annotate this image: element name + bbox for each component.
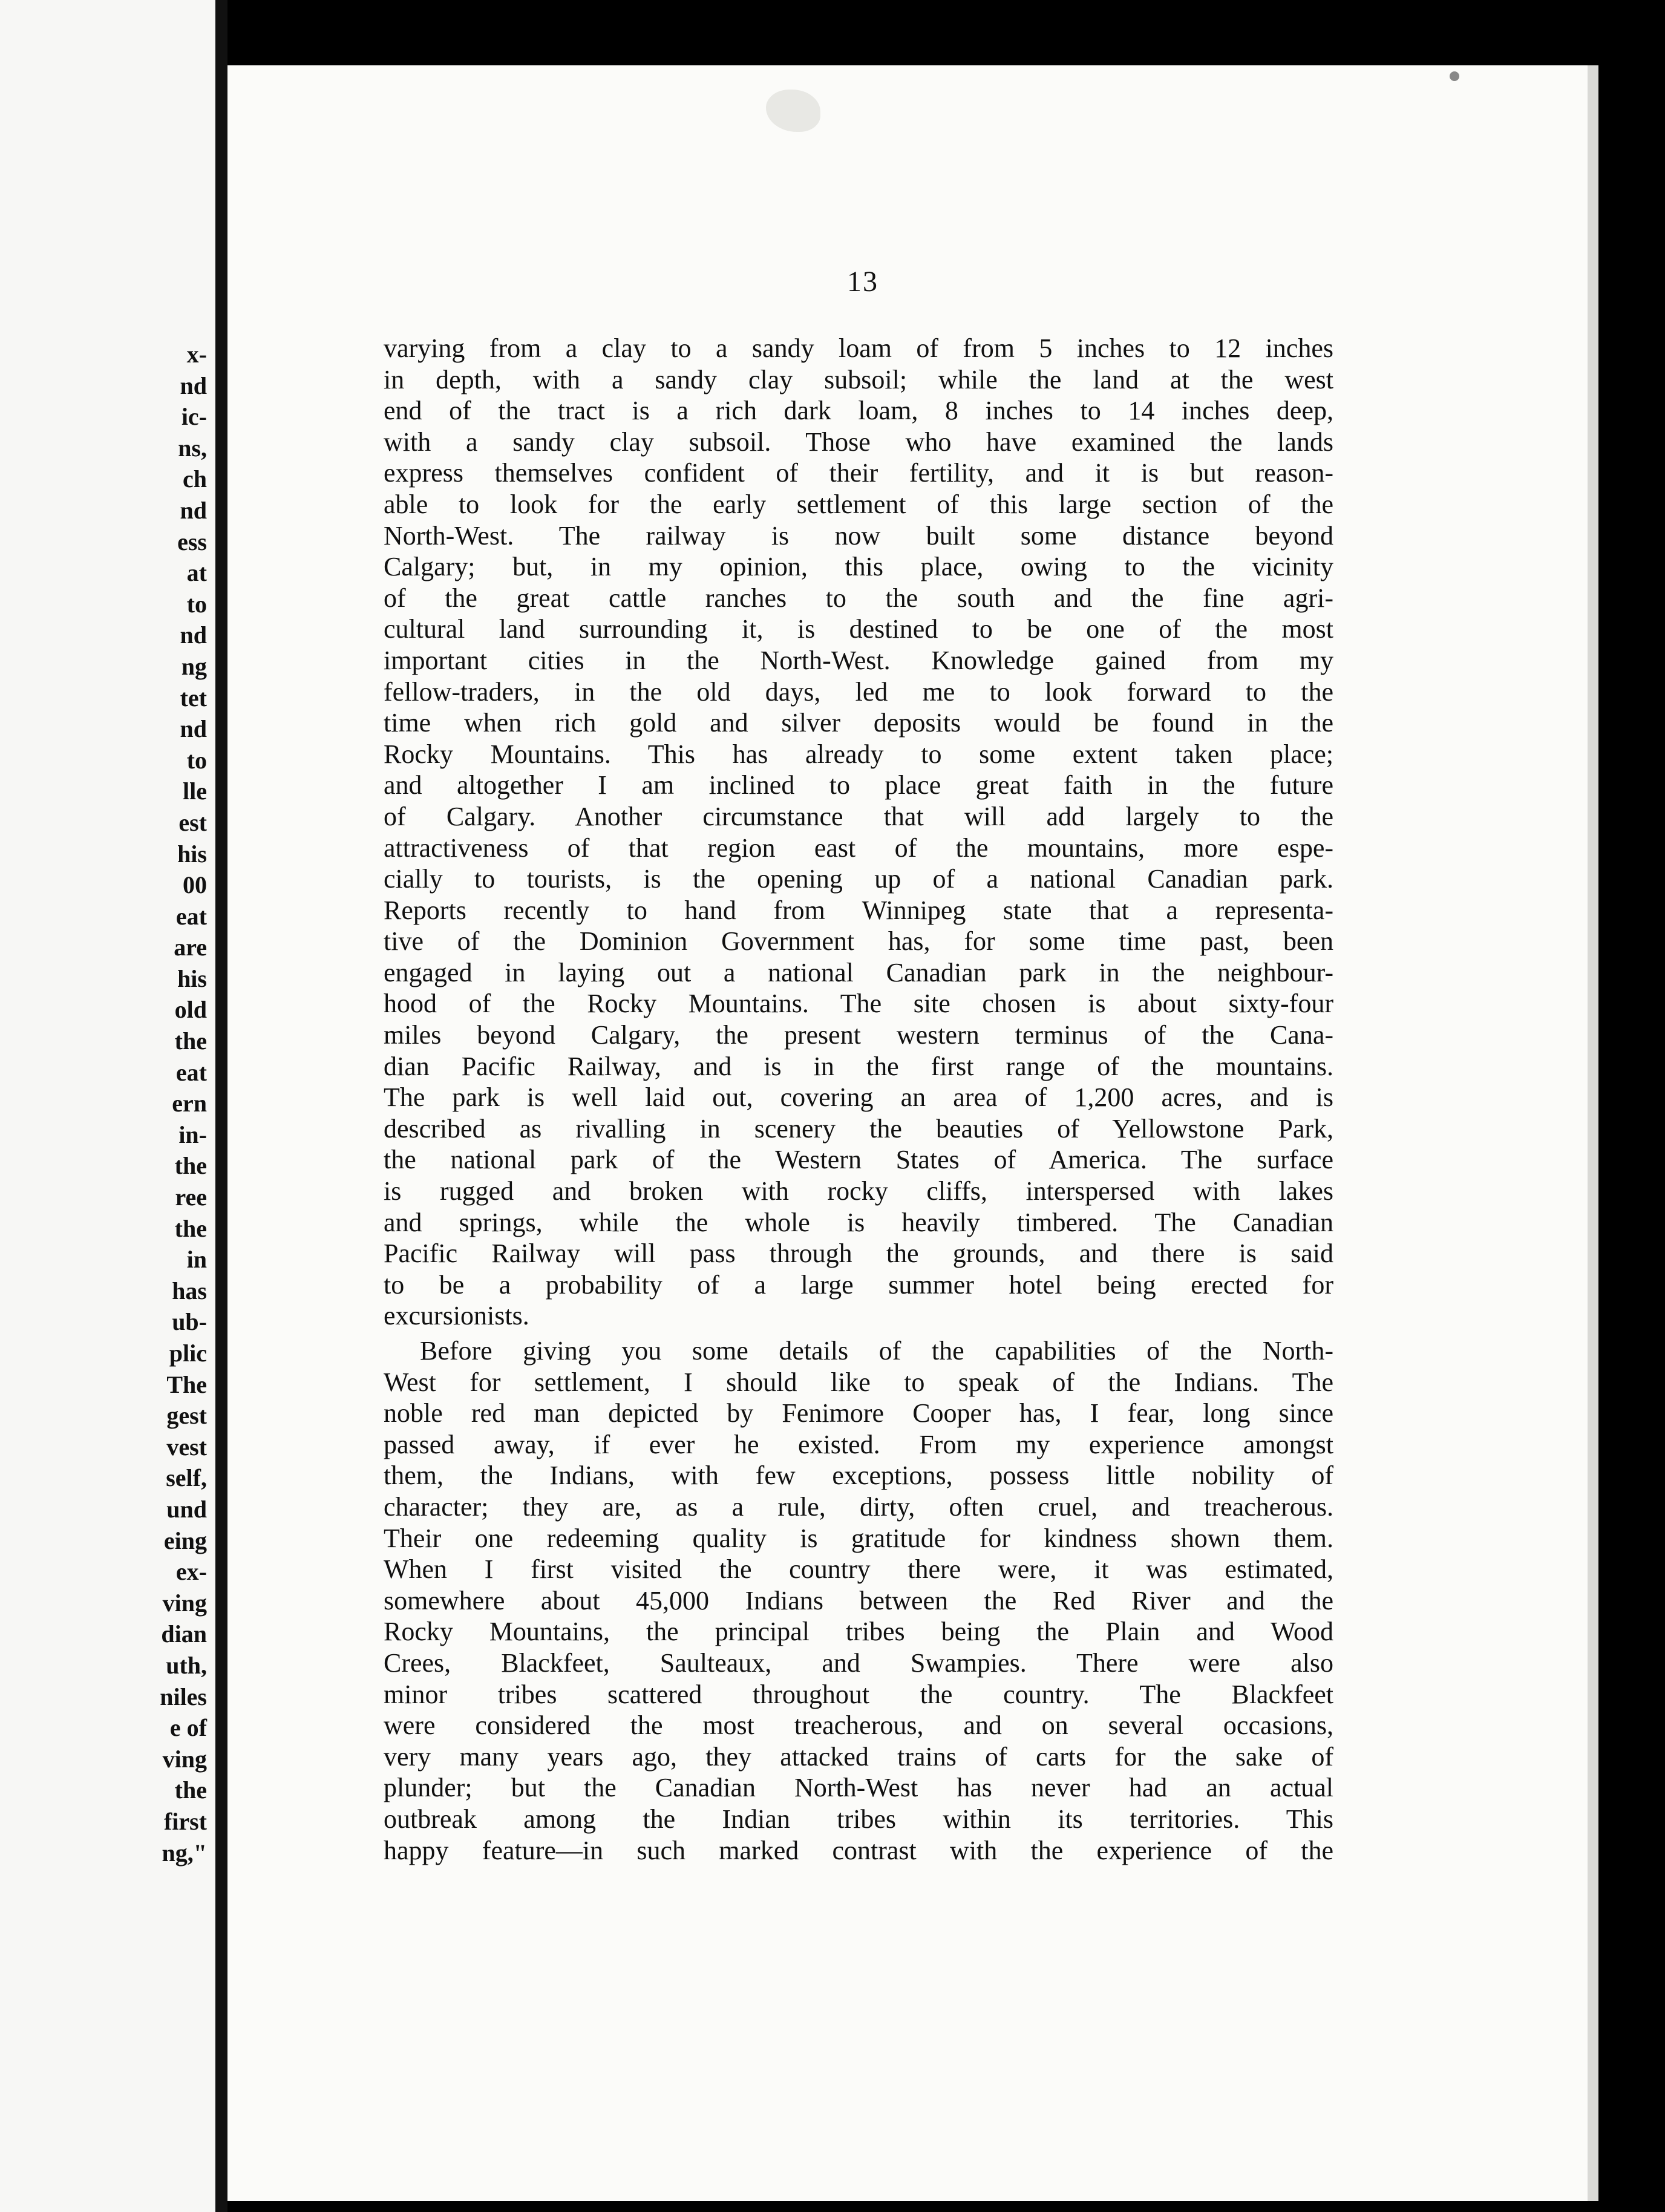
text-line: dian Pacific Railway, and is in the first range of the mountains. <box>384 1051 1333 1081</box>
fragment-line: eing <box>163 1526 207 1554</box>
page-gutter <box>215 0 227 2212</box>
text-line: of the great cattle ranches to the south and the fine agri- <box>384 583 1333 613</box>
text-line: happy feature—in such marked contrast with the experience of the <box>384 1835 1333 1865</box>
fragment-line: nd <box>180 715 207 743</box>
text-line: North-West. The railway is now built some distance beyond <box>384 520 1333 551</box>
fragment-line: first <box>163 1807 207 1835</box>
fragment-line: ic- <box>181 403 207 431</box>
fragment-line: ern <box>172 1090 207 1117</box>
text-line: character; they are, as a rule, dirty, often cruel, and treacherous. <box>384 1491 1333 1522</box>
fragment-line: the <box>174 1027 207 1055</box>
fragment-line: ree <box>175 1183 207 1211</box>
fragment-line: at <box>186 559 207 587</box>
text-line: is rugged and broken with rocky cliffs, interspersed with lakes <box>384 1176 1333 1206</box>
text-line: attractiveness of that region east of the mountains, more espe- <box>384 833 1333 863</box>
fragment-line: ving <box>162 1745 207 1773</box>
fragment-line: The <box>166 1370 207 1398</box>
fragment-line: the <box>174 1214 207 1242</box>
text-line: time when rich gold and silver deposits would be found in the <box>384 708 1333 738</box>
text-line: cially to tourists, is the opening up of a national Canadian park. <box>384 864 1333 894</box>
text-line: West for settlement, I should like to speak of the Indians. The <box>384 1367 1333 1397</box>
fragment-line: in <box>186 1246 207 1274</box>
text-line: Pacific Railway will pass through the grounds, and there is said <box>384 1239 1333 1269</box>
document-page <box>227 65 1598 2201</box>
scan-speck <box>1450 71 1459 81</box>
text-line: varying from a clay to a sandy loam of from 5 inches to 12 inches <box>384 333 1333 363</box>
fragment-line: in- <box>178 1121 207 1148</box>
fragment-line: his <box>177 964 207 992</box>
text-line: end of the tract is a rich dark loam, 8 inches to 14 inches deep, <box>384 396 1333 426</box>
fragment-line: e of <box>169 1714 207 1742</box>
text-line: them, the Indians, with few exceptions, possess little nobility of <box>384 1461 1333 1491</box>
fragment-line: to <box>186 590 207 618</box>
text-line: important cities in the North-West. Knowledge gained from my <box>384 645 1333 675</box>
scan-artifact <box>766 90 820 132</box>
fragment-line: ex- <box>175 1558 207 1586</box>
fragment-line: tet <box>180 684 207 712</box>
fragment-line: ess <box>177 528 207 555</box>
text-line: Crees, Blackfeet, Saulteaux, and Swampies. There were also <box>384 1648 1333 1678</box>
text-line: somewhere about 45,000 Indians between the Red River and the <box>384 1585 1333 1615</box>
text-line: plunder; but the Canadian North-West has never had an actual <box>384 1773 1333 1803</box>
fragment-line: old <box>174 996 207 1024</box>
fragment-line: the <box>174 1776 207 1804</box>
fragment-line: are <box>174 934 207 961</box>
text-line: hood of the Rocky Mountains. The site chosen is about sixty-four <box>384 989 1333 1019</box>
text-line: passed away, if ever he existed. From my experience amongst <box>384 1429 1333 1459</box>
text-line: fellow-traders, in the old days, led me to look forward to the <box>384 676 1333 707</box>
text-line: Their one redeeming quality is gratitude for kindness shown them. <box>384 1523 1333 1553</box>
fragment-line: lle <box>183 777 207 805</box>
fragment-line: plic <box>169 1340 207 1367</box>
fragment-line: nd <box>180 371 207 399</box>
text-line: The park is well laid out, covering an area of 1,200 acres, and is <box>384 1082 1333 1113</box>
text-line: tive of the Dominion Government has, for some time past, been <box>384 926 1333 957</box>
text-line: able to look for the early settlement of this large section of the <box>384 489 1333 519</box>
text-line: Calgary; but, in my opinion, this place, owing to the vicinity <box>384 552 1333 582</box>
previous-page-edge <box>0 0 215 2212</box>
text-line: Before giving you some details of the capabilities of the North- <box>420 1336 1333 1366</box>
fragment-line: eat <box>175 1058 207 1086</box>
text-line: noble red man depicted by Fenimore Cooper has, I fear, long since <box>384 1398 1333 1428</box>
paragraph <box>384 333 1333 1332</box>
text-line: engaged in laying out a national Canadian park in the neighbour- <box>384 957 1333 987</box>
text-line: minor tribes scattered throughout the country. The Blackfeet <box>384 1679 1333 1709</box>
body-text <box>384 333 1333 1866</box>
text-line: express themselves confident of their fertility, and it is but reason- <box>384 458 1333 488</box>
fragment-line: has <box>172 1277 207 1304</box>
text-line: very many years ago, they attacked trains of carts for the sake of <box>384 1741 1333 1772</box>
previous-page-text-fragments <box>0 339 215 1868</box>
paragraph <box>384 1335 1333 1866</box>
fragment-line: est <box>178 808 207 836</box>
fragment-line: nd <box>180 496 207 524</box>
text-line: and springs, while the whole is heavily timbered. The Canadian <box>384 1207 1333 1237</box>
fragment-line: nd <box>180 621 207 649</box>
fragment-line: vest <box>166 1433 207 1461</box>
text-line: were considered the most treacherous, and on several occasions, <box>384 1710 1333 1741</box>
fragment-line: ch <box>183 465 207 493</box>
text-line: When I first visited the country there were, it was estimated, <box>384 1554 1333 1585</box>
page-number: 13 <box>847 266 878 298</box>
fragment-line: self, <box>166 1464 207 1492</box>
fragment-line: dian <box>161 1620 207 1648</box>
text-line: excursionists. <box>384 1301 529 1331</box>
text-line: miles beyond Calgary, the present western terminus of the Cana- <box>384 1020 1333 1050</box>
text-line: Rocky Mountains, the principal tribes being the Plain and Wood <box>384 1617 1333 1647</box>
text-line: described as rivalling in scenery the beauties of Yellowstone Park, <box>384 1113 1333 1144</box>
text-line: Rocky Mountains. This has already to some extent taken place; <box>384 739 1333 769</box>
fragment-line: ns, <box>178 434 207 462</box>
text-line: the national park of the Western States of America. The surface <box>384 1145 1333 1175</box>
fragment-line: niles <box>160 1683 207 1710</box>
text-line: in depth, with a sandy clay subsoil; while the land at the west <box>384 364 1333 394</box>
fragment-line: x- <box>186 341 207 368</box>
text-line: Reports recently to hand from Winnipeg state that a representa- <box>384 895 1333 925</box>
text-line: cultural land surrounding it, is destined to be one of the most <box>384 614 1333 644</box>
fragment-line: the <box>174 1152 207 1180</box>
fragment-line: ng," <box>162 1839 207 1867</box>
fragment-line: 00 <box>183 871 207 899</box>
fragment-line: ub- <box>172 1308 207 1336</box>
fragment-line: ving <box>162 1589 207 1617</box>
text-line: outbreak among the Indian tribes within its territories. This <box>384 1804 1333 1834</box>
fragment-line: gest <box>166 1402 207 1430</box>
fragment-line: und <box>166 1495 207 1523</box>
text-line: and altogether I am inclined to place great faith in the future <box>384 770 1333 800</box>
fragment-line: his <box>177 840 207 868</box>
fragment-line: ng <box>181 652 207 680</box>
fragment-line: uth, <box>166 1651 207 1679</box>
text-line: with a sandy clay subsoil. Those who have examined the lands <box>384 427 1333 457</box>
text-line: to be a probability of a large summer hotel being erected for <box>384 1269 1333 1300</box>
text-line: of Calgary. Another circumstance that will add largely to the <box>384 801 1333 831</box>
fragment-line: to <box>186 746 207 774</box>
fragment-line: eat <box>175 902 207 930</box>
